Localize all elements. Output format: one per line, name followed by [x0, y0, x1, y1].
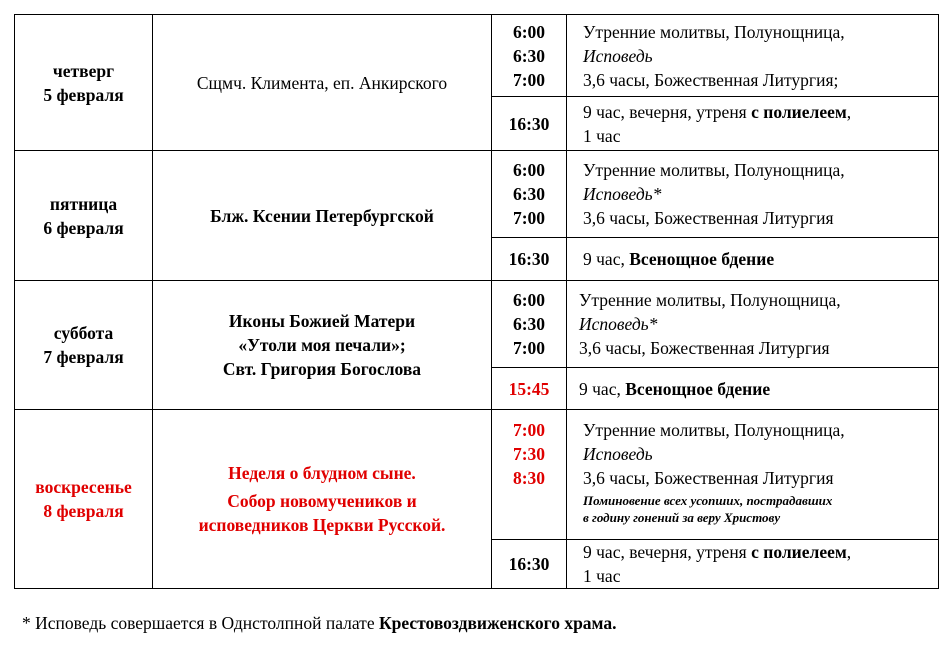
service-time: 6:30 — [512, 314, 546, 334]
feast-line: Свт. Григория Богослова — [222, 359, 422, 379]
service-time: 16:30 — [492, 97, 567, 151]
service-time: 6:30 — [512, 45, 546, 66]
table-row — [15, 151, 939, 238]
schedule-table — [14, 14, 939, 589]
services-cell — [567, 15, 939, 97]
footnote — [22, 613, 616, 634]
weekday: суббота — [53, 323, 114, 343]
services-cell — [567, 238, 939, 281]
date: 7 февраля — [43, 347, 124, 367]
times-cell — [492, 15, 567, 97]
weekday: четверг — [52, 60, 115, 81]
service-line: Утренние молитвы, Полунощница, — [583, 21, 845, 42]
service-line: 9 час, вечерня, утреня с полиелеем, — [583, 101, 852, 122]
service-line: 1 час — [583, 125, 621, 146]
service-time: 6:30 — [512, 184, 546, 204]
service-time: 6:00 — [512, 160, 546, 180]
service-line: Утренние молитвы, Полунощница, — [579, 290, 841, 310]
note-line: в годину гонений за веру Христову — [583, 510, 781, 525]
service-line: 9 час, Всенощное бдение — [583, 249, 775, 269]
service-line: 3,6 часы, Божественная Литургия — [583, 208, 834, 228]
footnote-bold: Крестовоздвиженского храма. — [378, 613, 617, 633]
feast-cell — [153, 281, 492, 410]
service-line: 3,6 часы, Божественная Литургия — [583, 468, 834, 488]
service-time: 8:30 — [512, 468, 546, 488]
feast-line: «Утоли моя печали»; — [238, 335, 406, 355]
feast-cell — [153, 151, 492, 281]
feast-line: Неделя о блудном сыне. — [228, 463, 416, 483]
services-cell — [567, 540, 939, 589]
date: 6 февраля — [43, 217, 124, 238]
service-line: 9 час, вечерня, утреня с полиелеем, — [583, 542, 852, 562]
day-cell — [15, 410, 153, 589]
table-row — [15, 15, 939, 97]
feast-line: Иконы Божией Матери — [228, 311, 416, 331]
feast-title: Сщмч. Климента, еп. Анкирского — [196, 72, 448, 93]
weekday: пятница — [49, 193, 118, 214]
service-time: 6:00 — [512, 21, 546, 42]
day-cell — [15, 151, 153, 281]
service-line: Утренние молитвы, Полунощница, — [583, 420, 845, 440]
feast-cell — [153, 15, 492, 151]
service-time: 7:00 — [512, 69, 546, 90]
feast-line: Собор новомучеников и — [227, 491, 417, 511]
services-cell — [567, 281, 939, 368]
feast-cell — [153, 410, 492, 589]
services-cell — [567, 368, 939, 410]
weekday: воскресенье — [35, 477, 132, 497]
service-time: 15:45 — [492, 368, 567, 410]
feast-line: исповедников Церкви Русской. — [198, 515, 446, 535]
note-line: Поминовение всех усопших, пострадавших — [583, 493, 833, 508]
table-row — [15, 281, 939, 368]
day-cell — [15, 281, 153, 410]
times-cell — [492, 281, 567, 368]
service-time: 16:30 — [492, 540, 567, 589]
day-cell — [15, 15, 153, 151]
service-line: 3,6 часы, Божественная Литургия — [579, 338, 830, 358]
service-line: 3,6 часы, Божественная Литургия; — [583, 69, 839, 90]
service-line: 9 час, Всенощное бдение — [579, 378, 771, 399]
times-cell — [492, 410, 567, 540]
services-cell — [567, 151, 939, 238]
service-time: 6:00 — [512, 290, 546, 310]
service-time: 7:00 — [512, 420, 546, 440]
service-time: 7:00 — [512, 338, 546, 358]
service-line: Утренние молитвы, Полунощница, — [583, 160, 845, 180]
service-line: Исповедь* — [583, 184, 662, 204]
footnote-text: * Исповедь совершается в Однстолпной палате — [22, 613, 379, 633]
services-cell — [567, 97, 939, 151]
services-cell — [567, 410, 939, 540]
times-cell — [492, 151, 567, 238]
service-time: 16:30 — [492, 238, 567, 281]
service-time: 7:00 — [512, 208, 546, 228]
feast-title: Блж. Ксении Петербургской — [210, 205, 434, 226]
service-time: 7:30 — [512, 444, 546, 464]
service-line: Исповедь — [583, 45, 653, 66]
date: 5 февраля — [43, 84, 124, 105]
service-line: Исповедь — [583, 444, 653, 464]
date: 8 февраля — [43, 501, 124, 521]
service-line: 1 час — [583, 566, 621, 586]
service-line: Исповедь* — [579, 314, 658, 334]
table-row — [15, 410, 939, 540]
